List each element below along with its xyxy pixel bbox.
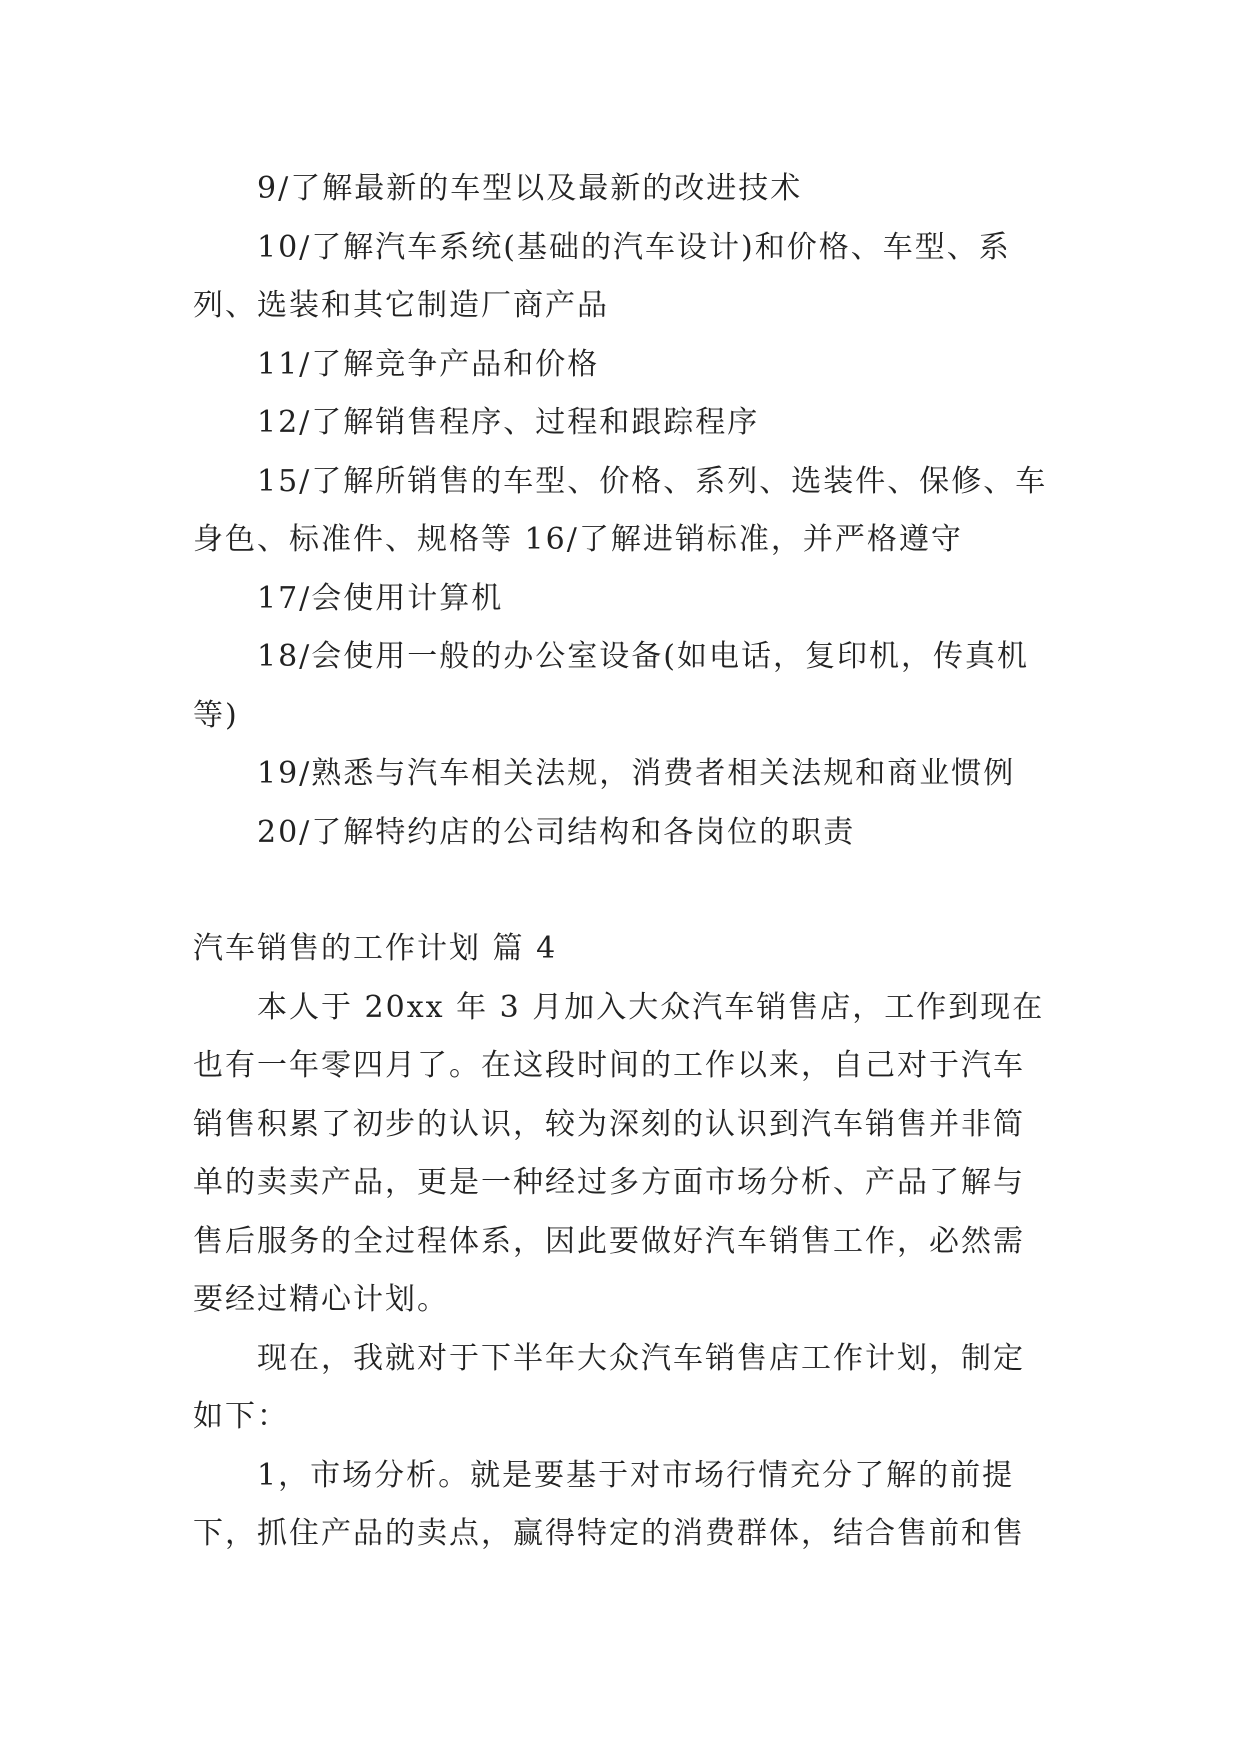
list-item: 20/了解特约店的公司结构和各岗位的职责 bbox=[257, 814, 856, 850]
paragraph: 1，市场分析。就是要基于对市场行情充分了解的前提下，抓住产品的卖点，赢得特定的消费群体，结合售前和售 bbox=[193, 1457, 1025, 1551]
paragraph: 本人于 20xx 年 3 月加入大众汽车销售店，工作到现在也有一年零四月了。在这段时间的工作以来，自己对于汽车销售积累了初步的认识，较为深刻的认识到汽车销售并非简单的卖卖产品，更是一种经过多方面市场分析、产品了解与售后服务的全过程体系，因此要做好汽车销售工作，必然需要经过精心计划。 bbox=[193, 989, 1045, 1317]
list-item: 11/了解竞争产品和价格 bbox=[257, 346, 600, 382]
list-item: 10/了解汽车系统(基础的汽车设计)和价格、车型、系列、选装和其它制造厂商产品 bbox=[193, 229, 1011, 323]
section-gap bbox=[193, 862, 1053, 920]
section-title: 汽车销售的工作计划 篇 4 bbox=[193, 931, 558, 966]
list-item: 19/熟悉与汽车相关法规，消费者相关法规和商业惯例 bbox=[257, 756, 1016, 791]
list-item: 15/了解所销售的车型、价格、系列、选装件、保修、车身色、标准件、规格等 16/了解进销标准，并严格遵守 bbox=[193, 463, 1048, 557]
list-item: 12/了解销售程序、过程和跟踪程序 bbox=[257, 405, 760, 440]
list-item: 17/会使用计算机 bbox=[257, 580, 504, 616]
document-content bbox=[193, 160, 1053, 1564]
list-item: 9/了解最新的车型以及最新的改进技术 bbox=[257, 171, 803, 206]
paragraph: 现在，我就对于下半年大众汽车销售店工作计划，制定如下： bbox=[193, 1340, 1025, 1434]
list-item: 18/会使用一般的办公室设备(如电话，复印机，传真机等) bbox=[193, 639, 1029, 733]
